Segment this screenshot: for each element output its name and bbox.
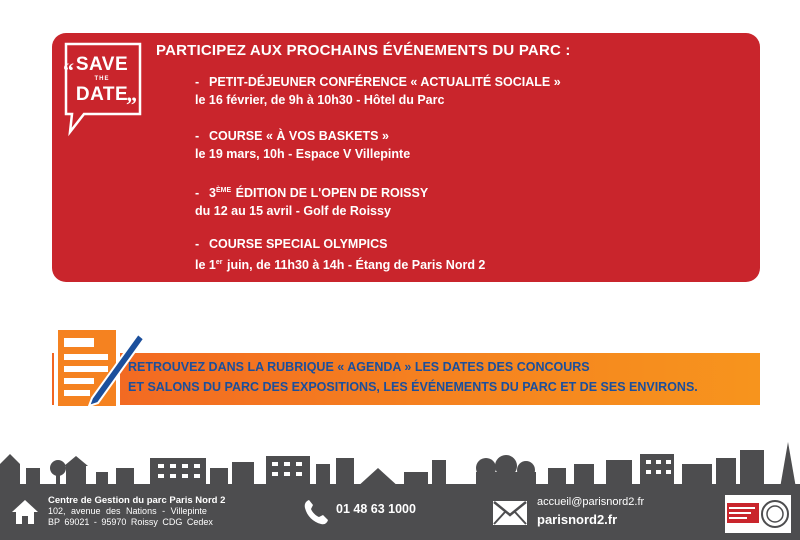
save-the-date-badge <box>60 42 144 130</box>
center-address: BP 69021 - 95970 Roissy CDG Cedex <box>48 517 213 527</box>
badge-the-text: THE <box>94 76 110 82</box>
email-link[interactable]: accueil@parisnord2.fr <box>537 496 645 508</box>
badge-date-text: DATE <box>75 84 129 105</box>
event-when: le 1er juin, de 11h30 à 14h - Étang de Paris Nord 2 <box>195 258 486 272</box>
svg-text:“: “ <box>63 58 74 83</box>
event-name: - PETIT-DÉJEUNER CONFÉRENCE « ACTUALITÉ SOCIALE » <box>195 75 561 89</box>
city-skyline-illustration <box>0 438 800 488</box>
website-link[interactable]: parisnord2.fr <box>537 512 618 527</box>
agenda-line: ET SALONS DU PARC DES EXPOSITIONS, LES ÉVÉNEMENTS DU PARC ET DE SES ENVIRONS. <box>128 380 698 394</box>
phone-number[interactable]: 01 48 63 1000 <box>336 502 416 516</box>
event-item <box>195 236 485 274</box>
event-item <box>195 128 410 163</box>
center-name: Centre de Gestion du parc Paris Nord 2 <box>48 495 226 506</box>
svg-text:”: ” <box>126 92 137 117</box>
certification-logo <box>725 495 791 533</box>
agenda-message <box>128 357 698 397</box>
event-item <box>195 74 561 109</box>
badge-save-text: SAVE <box>75 54 129 75</box>
event-name: - COURSE « À VOS BASKETS » <box>195 129 389 143</box>
event-name: - COURSE SPECIAL OLYMPICS <box>195 237 388 251</box>
event-item <box>195 182 428 220</box>
events-card <box>52 33 760 282</box>
footer <box>0 488 800 540</box>
mail-icon <box>492 500 528 526</box>
phone-icon <box>303 498 329 526</box>
center-address: 102, avenue des Nations - Villepinte <box>48 506 207 516</box>
event-when: du 12 au 15 avril - Golf de Roissy <box>195 204 391 218</box>
agenda-line: RETROUVEZ DANS LA RUBRIQUE « AGENDA » LES DATES DES CONCOURS <box>128 360 590 374</box>
events-title: PARTICIPEZ AUX PROCHAINS ÉVÉNEMENTS DU PARC : <box>156 42 571 59</box>
home-icon <box>10 498 40 526</box>
event-when: le 19 mars, 10h - Espace V Villepinte <box>195 147 411 161</box>
event-when: le 16 février, de 9h à 10h30 - Hôtel du Parc <box>195 93 445 107</box>
event-name: - 3ÈME ÉDITION DE L'OPEN DE ROISSY <box>195 186 429 200</box>
